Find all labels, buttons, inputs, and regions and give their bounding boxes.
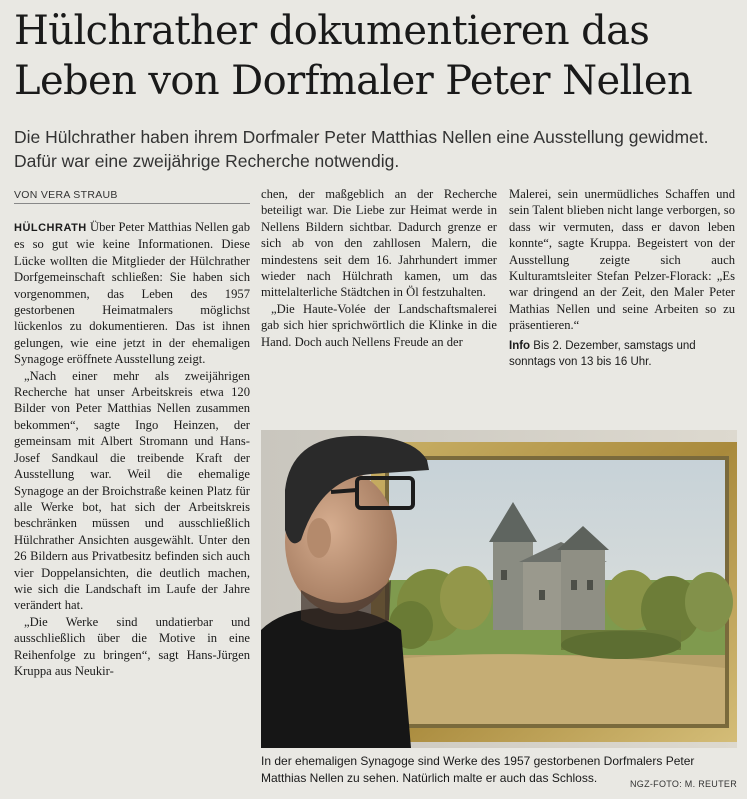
subheadline: Die Hülchrather haben ihrem Dorfmaler Peter Matthias Nellen eine Ausstellung gewidmet. Dafür war eine zweijährige Recherche notwendig. [14,127,709,171]
headline-line-2: Leben von Dorfmaler Peter Nellen [14,58,693,104]
photo-credit: NGZ-FOTO: M. REUTER [629,779,737,789]
paragraph: „Nach einer mehr als zweijährigen Recherche hat unser Arbeitskreis etwa 120 Bilder von Peter Matthias Nellen zusammen bekommen“, sagte Ingo Heinzen, der gemeinsam mit Albert Stromann und Hans-Josef Sandkaul die treibende Kraft der Ausstellung war. Weil die ehemalige Synagoge an der Broichstraße keinen Platz für alle Werke bot, hat sich der Arbeitskreis beschränken müssen und ausschließlich Hülchrather Ansichten ausgewählt. Unter den 26 Bildern aus Privatbesitz befinden sich auch vier Doppelansichten, die deutlich machen, wie sich die Landschaft im Laufe der Jahre verändert hat. [14,368,250,613]
paragraph: Malerei, sein unermüdliches Schaffen und sein Talent blieben nicht lange verborgen, so dass wir vermuten, dass er davon leben konnte“, sagte Kruppa. Begeistert von der Ausstellung zeigte sich auch Kulturamtsleiter Stefan Pelzer-Florack: „Es war dringend an der Zeit, den Maler Peter Mathias Nellen und seine Arbeiten so zu präsentieren.“ [509,187,735,333]
article-column-2 [261,186,497,350]
paragraph: „Die Werke sind undatierbar und ausschließlich über die Motive in eine Reihenfolge zu bringen“, sagt Hans-Jürgen Kruppa aus Neukir- [14,614,250,678]
paragraph-text: Über Peter Matthias Nellen gab es so gut wie keine Informationen. Diese Lücke wollten die Mitglieder der Hülchrather Dorfgemeinschaft schließen: Sie haben sich vorgenommen, das Leben des 1957 gestorbenen Heimatmalers möglichst lückenlos zu dokumentieren. Das ist ihnen gelungen, wie eine jetzt in der ehemaligen Synagoge eröffnete Ausstellung zeigt. [14,220,250,367]
info-box [509,338,735,370]
info-label: Info [509,339,531,352]
headline [14,6,739,106]
dateline: HÜLCHRATH [14,222,87,234]
info-text: Bis 2. Dezember, samstags und sonntags von 13 bis 16 Uhr. [509,339,696,368]
castle-painting [389,460,733,724]
article-column-1 [14,219,250,679]
paragraph: chen, der maßgeblich an der Recherche beteiligt war. Die Liebe zur Heimat werde in Nellens Bildern sichtbar. Dadurch grenze er sich ab von den zahllosen Malern, die mindestens seit dem 16. Jahrhundert immer wieder nach Hülchrath kamen, um das mittelalterliche Städtchen in Öl festzuhalten. [261,187,497,300]
headline-line-1: Hülchrather dokumentieren das [14,8,650,54]
paragraph: „Die Haute-Volée der Landschaftsmalerei gab sich hier sprichwörtlich die Klinke in die Hand. Doch auch Nellens Freude an der [261,301,497,349]
photo-illustration [261,430,737,748]
byline: VON VERA STRAUB [14,189,250,204]
paragraph [14,219,250,368]
article-column-3 [509,186,735,370]
article-photo [261,430,737,748]
photo-caption: In der ehemaligen Synagoge sind Werke des 1957 gestorbenen Dorfmalers Peter Matthias Nellen zu sehen. Natürlich malte er auch das Schloss. [261,754,695,785]
